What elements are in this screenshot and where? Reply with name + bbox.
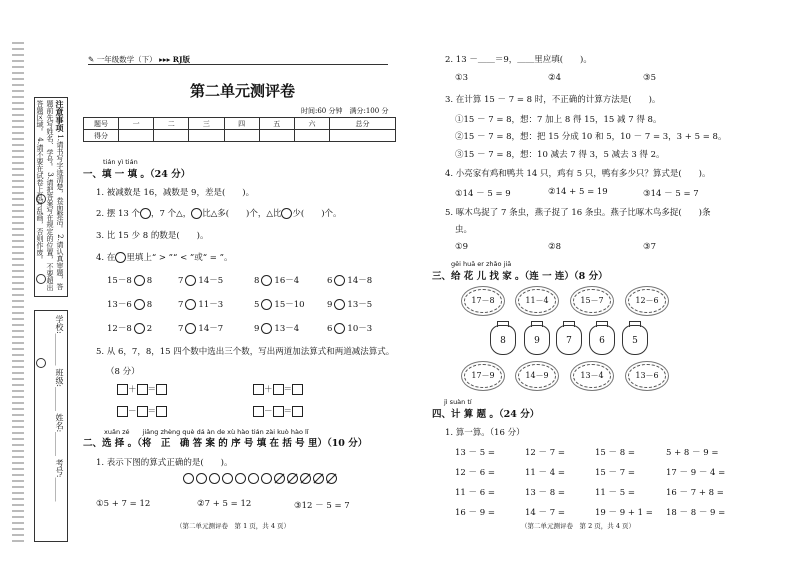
flower-top[interactable]: 17－8 — [464, 289, 502, 313]
header-rule — [88, 64, 388, 65]
compare-circle[interactable] — [261, 275, 272, 286]
notice-box — [34, 97, 68, 297]
circle-icon — [281, 208, 292, 219]
score-cell[interactable] — [154, 130, 189, 142]
s2-q3: 3. 在计算 15 － 7 = 8 时，不正确的计算方法是( )。 — [445, 95, 661, 105]
s2-q5-opt: ②8 — [548, 242, 562, 252]
compare-circle[interactable] — [185, 323, 196, 334]
book-name: 一年级数学（下） — [96, 55, 157, 64]
edition: RJ版 — [172, 55, 191, 64]
compare-item: 5 15－10 — [254, 300, 305, 310]
s2-q4-opt: ①14 － 5 = 9 — [455, 189, 511, 199]
s2-q4-opt: ③14 － 5 = 7 — [643, 189, 699, 199]
calc-item[interactable]: 15 － 8 = — [595, 448, 635, 458]
vase[interactable]: 9 — [524, 325, 550, 355]
circle-icon — [140, 208, 151, 219]
eq-blank[interactable]: － ＝ — [253, 405, 303, 417]
flower-top[interactable]: 15－7 — [573, 289, 611, 313]
vase[interactable]: 5 — [622, 325, 648, 355]
calc-item[interactable]: 5 + 8 － 9 = — [666, 448, 719, 458]
calc-item[interactable]: 11 － 4 = — [525, 468, 565, 478]
score-cell[interactable] — [224, 130, 259, 142]
flower-bottom[interactable]: 13－4 — [573, 364, 611, 388]
s2-q1: 1. 表示下图的算式正确的是( )。 — [96, 458, 233, 468]
s1-q5-points: （8 分） — [106, 367, 140, 377]
s2-option: ③12 － 5 = 7 — [294, 501, 350, 511]
footer-left: （第二单元测评卷 第 1 页，共 4 页） — [176, 522, 291, 530]
s4-q1: 1. 算一算。（16 分） — [445, 428, 525, 438]
calc-item[interactable]: 19 － 9 + 1 = — [595, 508, 653, 518]
compare-circle[interactable] — [334, 275, 345, 286]
calc-item[interactable]: 13 － 5 = — [455, 448, 495, 458]
score-row-header: 题号 一 二 三 四 五 六 总分 — [84, 118, 396, 130]
compare-item: 7 14－7 — [178, 324, 224, 334]
score-cell[interactable] — [330, 130, 396, 142]
compare-circle[interactable] — [134, 275, 145, 286]
header-book: ✎ 一年级数学（下） ▸▸▸ RJ版 — [88, 55, 191, 64]
s4-title: 四、计 算 题 。（24 分） — [432, 409, 540, 420]
student-info: 学校:＿＿＿＿ 班级:＿＿＿ 姓名:＿＿＿ 考号:＿＿＿ — [34, 310, 68, 542]
eq-blank[interactable]: ＋ ＝ — [117, 383, 167, 395]
s1-q2: 2. 摆 13 个 ，7 个△， 比△多( )个，△比 少( )个。 — [96, 209, 342, 219]
s2-q5-opt: ①9 — [455, 242, 469, 252]
s3-title: 三、给 花 儿 找 家 。（连 一 连）（8 分） — [432, 271, 608, 282]
s2-q2: 2. 13 －＿＿＝9，＿＿里应填( )。 — [445, 55, 592, 65]
s2-q5: 5. 啄木鸟捉了 7 条虫，燕子捉了 16 条虫。燕子比啄木鸟多捉( )条 — [445, 208, 711, 218]
calc-item[interactable]: 14 － 7 = — [525, 508, 565, 518]
calc-item[interactable]: 12 － 6 = — [455, 468, 495, 478]
s2-title: 二、选 择 。（将 正 确 答 案 的 序 号 填 在 括 号 里）（10 分） — [83, 438, 368, 449]
compare-circle[interactable] — [185, 299, 196, 310]
calc-item[interactable]: 16 － 9 = — [455, 508, 495, 518]
notice-line: 4.请不要在试卷上乱写乱画，否则作废。 — [36, 137, 44, 263]
s1-q4: 4. 在 里填上“ > ”“ < ”或“ = ”。 — [96, 253, 233, 263]
notice-line: 1.请书写字迹清楚，卷面整洁。 — [56, 134, 64, 232]
name-label: 姓名: — [55, 413, 64, 433]
calc-item[interactable]: 11 － 6 = — [455, 488, 495, 498]
compare-item: 12－8 2 — [107, 324, 153, 334]
compare-item: 9 13－4 — [254, 324, 300, 334]
paper-title: 第二单元测评卷 — [190, 82, 296, 100]
calc-item[interactable]: 12 － 7 = — [525, 448, 565, 458]
s1-q5: 5. 从 6，7，8，15 四个数中选出三个数，写出两道加法算式和两道减法算式。 — [96, 347, 395, 357]
score-cell[interactable] — [189, 130, 224, 142]
calc-item[interactable]: 17 － 9 － 4 = — [666, 468, 726, 478]
flower-bottom[interactable]: 14－9 — [518, 364, 556, 388]
score-cell[interactable] — [119, 130, 154, 142]
eq-blank[interactable]: － ＝ — [117, 405, 167, 417]
compare-circle[interactable] — [261, 323, 272, 334]
s2-q4: 4. 小亮家有鸡和鸭共 14 只，鸡有 5 只，鸭有多少只？算式是( )。 — [445, 169, 711, 179]
s2-q5-cont: 虫。 — [455, 225, 473, 235]
s2-q2-opt: ②4 — [548, 73, 562, 83]
compare-circle[interactable] — [334, 299, 345, 310]
vase[interactable]: 8 — [490, 325, 516, 355]
score-row-values: 得分 — [84, 130, 396, 142]
compare-item: 7 11－3 — [178, 300, 224, 310]
compare-item: 15－8 8 — [107, 276, 153, 286]
s2-option: ①5 + 7 = 12 — [96, 499, 151, 509]
compare-circle[interactable] — [334, 323, 345, 334]
compare-item: 6 10－3 — [327, 324, 373, 334]
compare-circle[interactable] — [134, 299, 145, 310]
compare-circle[interactable] — [134, 323, 145, 334]
book-icon: ✎ — [88, 55, 95, 64]
flower-top[interactable]: 12－6 — [628, 289, 666, 313]
binding-strip — [12, 42, 24, 542]
s4-pinyin: jì suàn tí — [444, 398, 472, 406]
calc-item[interactable]: 13 － 8 = — [525, 488, 565, 498]
calc-item[interactable]: 18 － 8 － 9 = — [666, 508, 726, 518]
school-label: 学校: — [55, 315, 64, 334]
s2-q2-opt: ①3 — [455, 73, 469, 83]
s1-pinyin: tián yì tián — [103, 158, 138, 166]
s2-option: ②7 + 5 = 12 — [197, 499, 252, 509]
notice-line: 3.请把答案写在规定的位置，不要超出答题区域。 — [36, 100, 54, 291]
score-table — [83, 117, 396, 142]
s1-title: 一、填 一 填 。（24 分） — [83, 169, 191, 180]
compare-item: 6 14－8 — [327, 276, 373, 286]
s1-q3: 3. 比 15 少 8 的数是( )。 — [96, 231, 209, 241]
flower-top[interactable]: 11－4 — [518, 289, 556, 313]
s1-q1: 1. 被减数是 16，减数是 9，差是( )。 — [96, 188, 255, 198]
score-cell[interactable] — [294, 130, 329, 142]
notice-line: 2.请认真审题，答题前先写姓名、学号。 — [46, 100, 64, 290]
s2-q4-opt: ②14 + 5 = 19 — [548, 187, 608, 197]
s2-pinyin: xuǎn zé jiāng zhèng què dá àn de xù hào tián zài kuò hào lǐ — [104, 428, 309, 436]
score-cell[interactable] — [259, 130, 294, 142]
calc-item[interactable]: 11 － 5 = — [595, 488, 635, 498]
s2-q3-opt: ①15 － 7 = 8，想：7 加上 8 得 15，15 减 7 得 8。 — [455, 115, 662, 125]
footer-right: （第二单元测评卷 第 2 页，共 4 页） — [521, 522, 636, 530]
bead-figure — [183, 473, 339, 487]
calc-item[interactable]: 16 － 7 + 8 = — [666, 488, 724, 498]
number-label: 考号: — [55, 458, 64, 478]
class-label: 班级: — [55, 368, 64, 387]
flower-bottom[interactable]: 17－9 — [464, 364, 502, 388]
time-limit: 时间:60 分钟 满分:100 分 — [301, 107, 389, 115]
notice-title: 注意事项 — [55, 100, 65, 132]
compare-circle[interactable] — [261, 299, 272, 310]
vase[interactable]: 7 — [556, 325, 582, 355]
circle-icon — [115, 252, 126, 263]
flower-bottom[interactable]: 13－6 — [628, 364, 666, 388]
vase[interactable]: 6 — [589, 325, 615, 355]
calc-item[interactable]: 15 － 7 = — [595, 468, 635, 478]
compare-item: 13－6 8 — [107, 300, 153, 310]
s2-q3-opt: ②15 － 7 = 8，想：把 15 分成 10 和 5，10 － 7 = 3，3 + 5 = 8。 — [455, 132, 727, 142]
s2-q2-opt: ③5 — [643, 73, 657, 83]
compare-circle[interactable] — [185, 275, 196, 286]
compare-item: 8 16－4 — [254, 276, 300, 286]
circle-icon — [191, 208, 202, 219]
compare-item: 9 13－5 — [327, 300, 373, 310]
s2-q3-opt: ③15 － 7 = 8，想：10 减去 7 得 3，5 减去 3 得 2。 — [455, 150, 665, 160]
eq-blank[interactable]: ＋ ＝ — [253, 383, 303, 395]
s3-pinyin: gěi huā er zhǎo jiā — [451, 260, 512, 268]
s2-q5-opt: ③7 — [643, 242, 657, 252]
compare-item: 7 14－5 — [178, 276, 224, 286]
binding-sidebar — [12, 42, 72, 542]
